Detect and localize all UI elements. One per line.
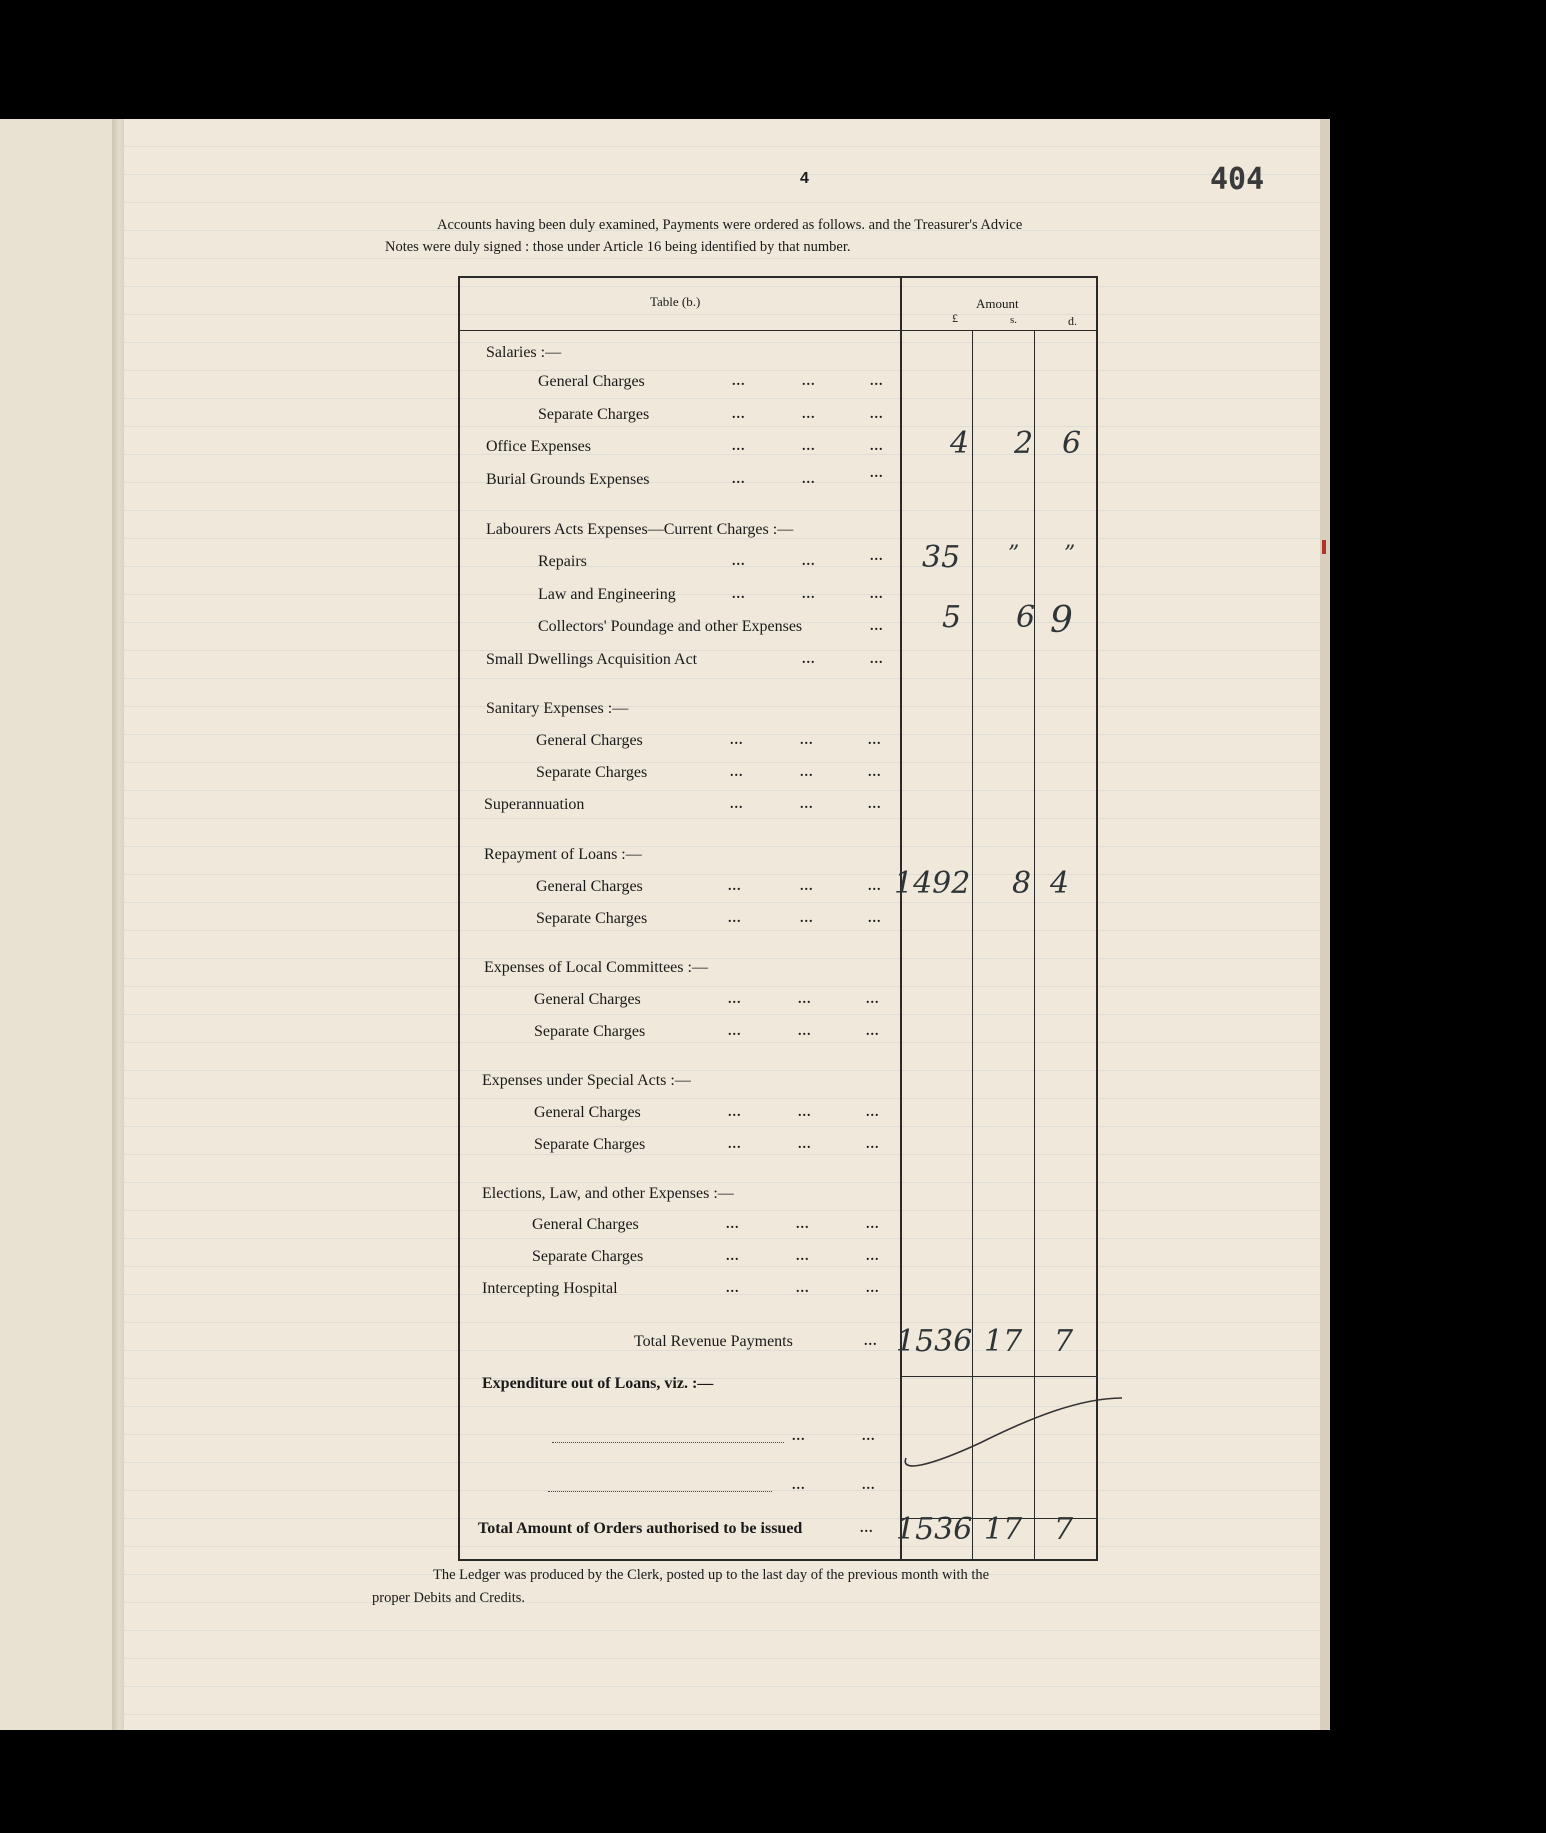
row-label: Separate Charges	[536, 910, 648, 927]
leader-dots: ...	[732, 407, 746, 422]
leader-dots: ...	[730, 733, 744, 748]
footer-line-1: The Ledger was produced by the Clerk, posted up to the last day of the previous month with the	[433, 1567, 990, 1583]
leader-dots: ...	[798, 1024, 812, 1039]
leader-dots: ...	[868, 879, 882, 894]
leader-dots: ...	[802, 407, 816, 422]
leader-dots: ...	[730, 797, 744, 812]
leader-dots: ...	[728, 1105, 742, 1120]
leader-dots: ...	[796, 1217, 810, 1232]
leader-dots: ...	[870, 587, 884, 602]
page-edge	[1320, 119, 1330, 1730]
row-label: Expenses under Special Acts :—	[482, 1072, 691, 1089]
row-label: Repairs	[538, 553, 587, 570]
leader-dots: ...	[726, 1281, 740, 1296]
loans-general-pence: 4	[1050, 866, 1070, 901]
row-label: Small Dwellings Acquisition Act	[486, 651, 698, 668]
row-label: General Charges	[534, 1104, 641, 1121]
leader-dots: ...	[732, 554, 746, 569]
leader-dots: ...	[868, 733, 882, 748]
leader-dots: ...	[798, 1105, 812, 1120]
leader-dots: ...	[870, 407, 884, 422]
cancel-stroke	[460, 278, 1140, 1563]
leader-dots: ...	[796, 1281, 810, 1296]
row-label: Elections, Law, and other Expenses :—	[482, 1185, 734, 1202]
leader-dots: ...	[802, 439, 816, 454]
row-label: Salaries :—	[486, 344, 562, 361]
footer-line-2: proper Debits and Credits.	[372, 1590, 526, 1606]
leader-dots: ...	[870, 619, 884, 634]
repairs-pence: ”	[1064, 542, 1076, 567]
intro-line-2: Notes were duly signed : those under Article 16 being identified by that number.	[385, 239, 851, 255]
leader-dots: ...	[796, 1249, 810, 1264]
row-label: Office Expenses	[486, 438, 591, 455]
row-label: Separate Charges	[538, 406, 650, 423]
collectors-poundage-shillings: 6	[1016, 600, 1036, 635]
leader-dots: ...	[862, 1478, 876, 1493]
office-expenses-shillings: 2	[1014, 426, 1034, 461]
leader-dots: ...	[728, 1024, 742, 1039]
row-label: General Charges	[538, 373, 645, 390]
leader-dots: ...	[802, 472, 816, 487]
leader-dots: ...	[870, 466, 884, 481]
total-orders-pounds: 1536	[896, 1512, 973, 1547]
folio-number: 404	[1210, 162, 1265, 197]
repairs-pounds: 35	[922, 540, 961, 575]
leader-dots: ...	[866, 1249, 880, 1264]
total-orders-shillings: 17	[984, 1512, 1023, 1547]
left-page	[0, 119, 116, 1730]
leader-dots: ...	[732, 472, 746, 487]
leader-dots: ...	[868, 797, 882, 812]
row-label: Burial Grounds Expenses	[486, 471, 650, 488]
loans-general-pounds: 1492	[894, 866, 971, 901]
row-label: Intercepting Hospital	[482, 1280, 618, 1297]
row-label: Expenses of Local Committees :—	[484, 959, 708, 976]
leader-dots: ...	[802, 652, 816, 667]
leader-dots: ...	[800, 765, 814, 780]
leader-dots: ...	[800, 911, 814, 926]
leader-dots: ...	[864, 1334, 878, 1349]
total-revenue-shillings: 17	[984, 1324, 1023, 1359]
row-label: Law and Engineering	[538, 586, 676, 603]
total-revenue-label: Total Revenue Payments	[634, 1333, 793, 1350]
leader-dots: ...	[866, 1137, 880, 1152]
leader-dots: ...	[792, 1429, 806, 1444]
collectors-poundage-pounds: 5	[942, 600, 962, 635]
leader-dots: ...	[802, 374, 816, 389]
intro-line-1: Accounts having been duly examined, Payments were ordered as follows. and the Treasurer's Advice	[437, 217, 1023, 233]
red-tab-mark	[1322, 540, 1326, 554]
leader-dots: ...	[868, 765, 882, 780]
row-label: General Charges	[532, 1216, 639, 1233]
leader-dots: ...	[726, 1249, 740, 1264]
leader-dots: ...	[800, 797, 814, 812]
payments-table	[458, 276, 1098, 1561]
office-expenses-pounds: 4	[950, 426, 970, 461]
row-label: Expenditure out of Loans, viz. :—	[482, 1375, 714, 1392]
row-label: General Charges	[534, 991, 641, 1008]
leader-dots: ...	[866, 1281, 880, 1296]
shillings-column-header: s.	[1010, 314, 1018, 326]
leader-dots: ...	[800, 733, 814, 748]
total-revenue-pounds: 1536	[896, 1324, 973, 1359]
total-orders-label: Total Amount of Orders authorised to be issued	[478, 1520, 803, 1537]
leader-dots: ...	[732, 587, 746, 602]
repairs-shillings: ”	[1008, 542, 1020, 567]
leader-dots: ...	[802, 587, 816, 602]
pounds-column-header: £	[952, 311, 958, 325]
loans-general-shillings: 8	[1012, 866, 1032, 901]
leader-dots: ...	[802, 554, 816, 569]
row-label: General Charges	[536, 732, 643, 749]
leader-dots: ...	[862, 1429, 876, 1444]
table-title: Table (b.)	[650, 294, 701, 309]
leader-dots: ...	[800, 879, 814, 894]
leader-dots: ...	[866, 1024, 880, 1039]
leader-dots: ...	[868, 911, 882, 926]
collectors-poundage-pence: 9	[1050, 600, 1073, 641]
leader-dots: ...	[728, 911, 742, 926]
leader-dots: ...	[866, 1105, 880, 1120]
total-revenue-pence: 7	[1054, 1324, 1074, 1359]
leader-dots: ...	[728, 879, 742, 894]
row-label: Separate Charges	[534, 1136, 646, 1153]
leader-dots: ...	[732, 374, 746, 389]
leader-dots: ...	[870, 549, 884, 564]
row-label: Superannuation	[484, 796, 585, 813]
leader-dots: ...	[866, 1217, 880, 1232]
leader-dots: ...	[728, 992, 742, 1007]
leader-dots: ...	[870, 374, 884, 389]
pence-column-header: d.	[1068, 314, 1077, 328]
row-label: Separate Charges	[532, 1248, 644, 1265]
leader-dots: ...	[730, 765, 744, 780]
amount-header: Amount	[976, 296, 1019, 311]
office-expenses-pence: 6	[1062, 426, 1082, 461]
leader-dots: ...	[870, 439, 884, 454]
leader-dots: ...	[792, 1478, 806, 1493]
row-label: Sanitary Expenses :—	[486, 700, 629, 717]
row-label: Labourers Acts Expenses—Current Charges :—	[486, 521, 794, 538]
row-label: Repayment of Loans :—	[484, 846, 642, 863]
leader-dots: ...	[798, 1137, 812, 1152]
leader-dots: ...	[866, 992, 880, 1007]
leader-dots: ...	[728, 1137, 742, 1152]
row-label: Separate Charges	[534, 1023, 646, 1040]
row-label: Collectors' Poundage and other Expenses	[538, 618, 803, 635]
row-label: Separate Charges	[536, 764, 648, 781]
leader-dots: ...	[870, 652, 884, 667]
total-orders-pence: 7	[1054, 1512, 1074, 1547]
leader-dots: ...	[860, 1521, 874, 1536]
leader-dots: ...	[798, 992, 812, 1007]
row-label: General Charges	[536, 878, 643, 895]
page-number: 4	[800, 170, 809, 187]
leader-dots: ...	[726, 1217, 740, 1232]
leader-dots: ...	[732, 439, 746, 454]
